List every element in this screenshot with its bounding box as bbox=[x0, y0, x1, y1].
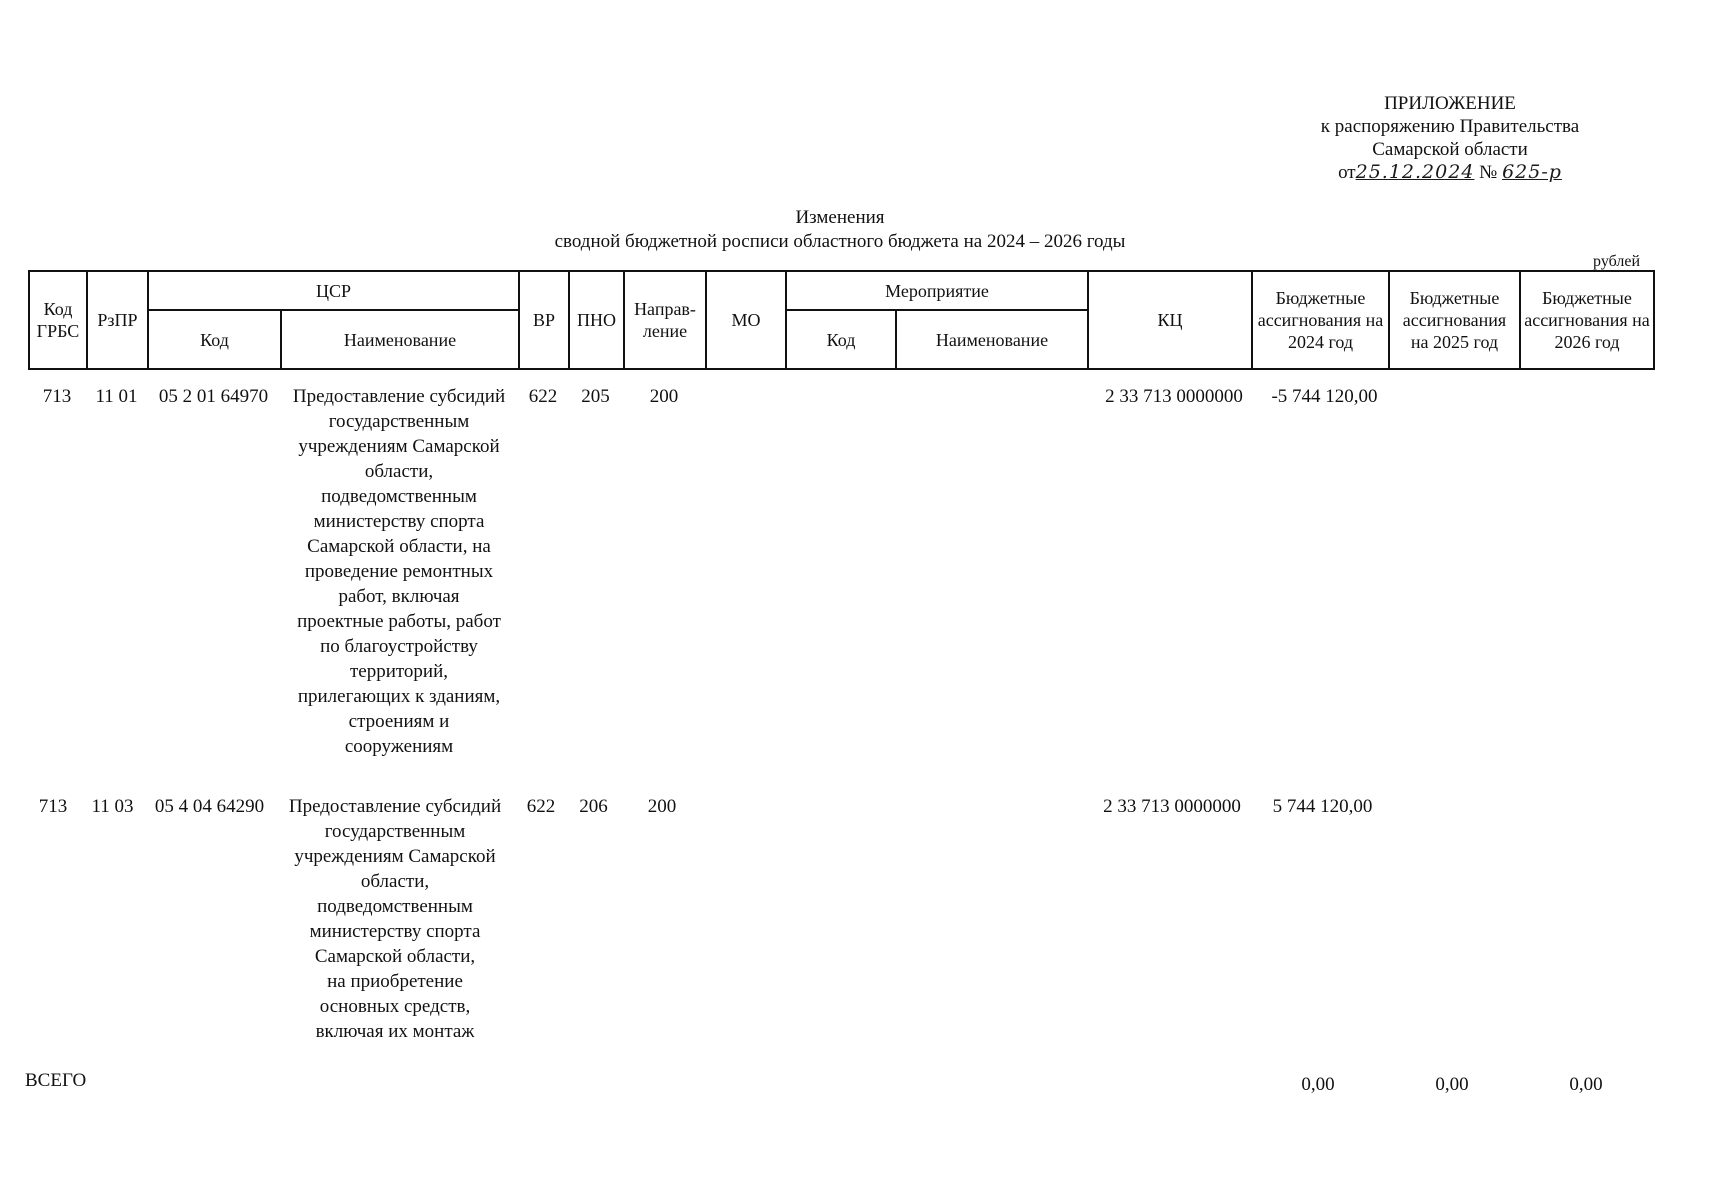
name-line: учреждениям Самарской bbox=[294, 846, 496, 867]
cell-csr-kod: 05 4 04 64290 bbox=[154, 796, 265, 817]
name-line: Самарской области, bbox=[314, 946, 476, 967]
name-line: области, bbox=[364, 461, 434, 482]
cell-grbs: 713 bbox=[38, 796, 68, 817]
cell-napravlenie: 200 bbox=[647, 796, 677, 817]
header-rzpr: РзПР bbox=[87, 271, 148, 369]
name-line: по благоустройству bbox=[320, 636, 478, 657]
total-2024: 0,00 bbox=[1301, 1074, 1335, 1095]
units-label: рублей bbox=[1593, 253, 1640, 270]
name-line: на приобретение bbox=[327, 971, 463, 992]
name-line: государственным bbox=[328, 411, 470, 432]
appendix-block bbox=[1260, 92, 1640, 184]
document-title bbox=[460, 206, 1220, 254]
name-line: прилегающих к зданиям, bbox=[297, 686, 501, 707]
cell-vr: 622 bbox=[528, 386, 558, 407]
name-line: министерству спорта bbox=[309, 921, 481, 942]
handwritten-date: 25.12.2024 bbox=[1355, 161, 1475, 183]
name-line: области, bbox=[360, 871, 430, 892]
cell-2024: -5 744 120,00 bbox=[1271, 386, 1378, 407]
handwritten-number: 625-р bbox=[1502, 161, 1562, 183]
name-line: подведомственным bbox=[317, 896, 473, 917]
name-line: территорий, bbox=[349, 661, 449, 682]
name-line: министерству спорта bbox=[313, 511, 485, 532]
cell-csr-name bbox=[276, 794, 514, 1044]
cell-kc: 2 33 713 0000000 bbox=[1103, 796, 1241, 817]
header-2026: Бюджетные ассигнования на 2026 год bbox=[1520, 271, 1654, 369]
name-line: строениям и bbox=[348, 711, 450, 732]
appendix-date-number bbox=[1338, 161, 1562, 184]
header-vr: ВР bbox=[519, 271, 569, 369]
name-line: проведение ремонтных bbox=[304, 561, 494, 582]
name-line: учреждениям Самарской bbox=[298, 436, 500, 457]
header-mer-kod: Код bbox=[786, 310, 896, 369]
header-csr-kod: Код bbox=[148, 310, 281, 369]
appendix-title: ПРИЛОЖЕНИЕ bbox=[1384, 93, 1516, 114]
name-line: проектные работы, работ bbox=[297, 611, 501, 632]
header-pno: ПНО bbox=[569, 271, 624, 369]
header-mer-name: Наименование bbox=[896, 310, 1088, 369]
name-line: подведомственным bbox=[321, 486, 477, 507]
cell-kc: 2 33 713 0000000 bbox=[1105, 386, 1243, 407]
name-line: работ, включая bbox=[338, 586, 460, 607]
header-napravlenie: Направ-ление bbox=[624, 271, 706, 369]
total-2026: 0,00 bbox=[1569, 1074, 1603, 1095]
cell-napravlenie: 200 bbox=[649, 386, 679, 407]
cell-pno: 206 bbox=[579, 796, 608, 817]
cell-vr: 622 bbox=[526, 796, 556, 817]
budget-table-header bbox=[28, 270, 1655, 370]
header-kod-grbs: Код ГРБС bbox=[29, 271, 87, 369]
cell-grbs: 713 bbox=[42, 386, 72, 407]
total-label: ВСЕГО bbox=[25, 1070, 87, 1091]
header-csr-name: Наименование bbox=[281, 310, 519, 369]
title-line1: Изменения bbox=[795, 207, 885, 228]
name-line: государственным bbox=[324, 821, 466, 842]
total-2025: 0,00 bbox=[1435, 1074, 1469, 1095]
header-mo: МО bbox=[706, 271, 786, 369]
header-meropriyatie: Мероприятие bbox=[786, 271, 1088, 310]
cell-csr-name bbox=[280, 384, 518, 759]
cell-2024: 5 744 120,00 bbox=[1272, 796, 1373, 817]
name-line: сооружениям bbox=[344, 736, 454, 757]
header-kc: КЦ bbox=[1088, 271, 1252, 369]
date-prefix: от bbox=[1338, 162, 1356, 183]
header-2025: Бюджетные ассигнования на 2025 год bbox=[1389, 271, 1520, 369]
cell-pno: 205 bbox=[581, 386, 610, 407]
name-line: Предоставление субсидий bbox=[292, 386, 506, 407]
number-prefix: № bbox=[1479, 162, 1498, 183]
header-2024: Бюджетные ассигнования на 2024 год bbox=[1252, 271, 1389, 369]
name-line: включая их монтаж bbox=[315, 1021, 475, 1042]
cell-rzpr: 11 01 bbox=[95, 386, 138, 407]
appendix-line2: Самарской области bbox=[1372, 139, 1528, 160]
appendix-line1: к распоряжению Правительства bbox=[1320, 116, 1580, 137]
name-line: основных средств, bbox=[319, 996, 471, 1017]
cell-rzpr: 11 03 bbox=[91, 796, 134, 817]
name-line: Предоставление субсидий bbox=[288, 796, 502, 817]
header-csr: ЦСР bbox=[148, 271, 519, 310]
title-line2: сводной бюджетной росписи областного бюджета на 2024 – 2026 годы bbox=[554, 231, 1126, 252]
cell-csr-kod: 05 2 01 64970 bbox=[158, 386, 269, 407]
name-line: Самарской области, на bbox=[307, 536, 491, 557]
